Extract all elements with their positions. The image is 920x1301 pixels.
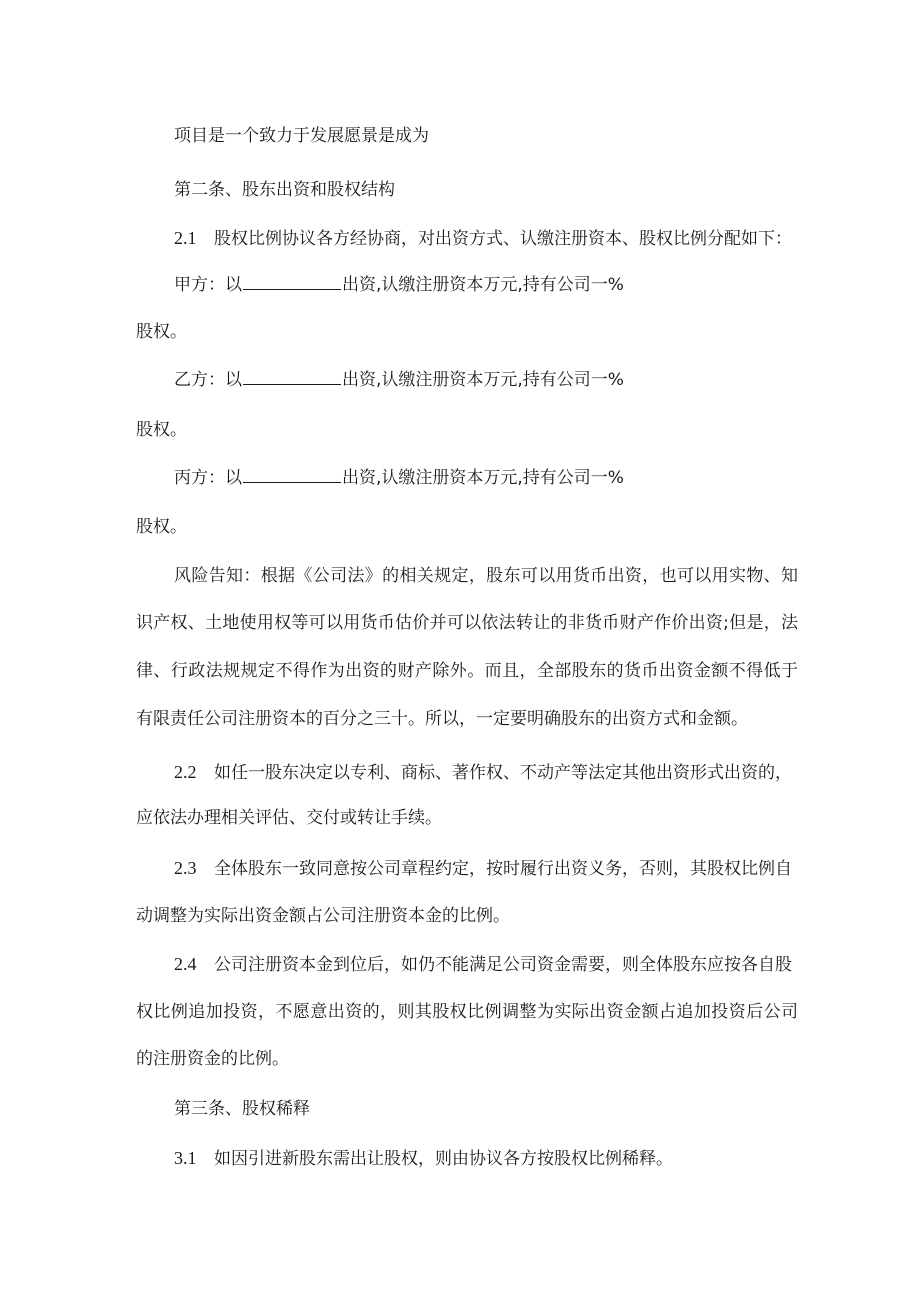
risk-notice-line-2: 识产权、土地使用权等可以用货币估价并可以依法转让的非货币财产作价出资;但是，法 <box>136 613 798 633</box>
clause-text: 如因引进新股东需出让股权，则由协议各方按股权比例稀释。 <box>214 1149 673 1169</box>
party-c-cont: 股权。 <box>136 517 187 537</box>
party-b-line <box>174 368 624 392</box>
party-b-prefix: 乙方：以 <box>174 370 242 390</box>
risk-notice-line-3: 律、行政法规规定不得作为出资的财产除外。而且，全部股东的货币出资金额不得低于 <box>136 661 798 681</box>
clause-2-2-line-1 <box>174 760 792 785</box>
clause-number: 2.3 <box>174 858 197 878</box>
clause-number: 2.2 <box>174 762 197 782</box>
risk-notice-line-1: 风险告知：根据《公司法》的相关规定，股东可以用货币出资，也可以用实物、知 <box>174 566 798 586</box>
article-2-heading: 第二条、股东出资和股权结构 <box>174 180 395 200</box>
clause-text: 公司注册资本金到位后，如仍不能满足公司资金需要，则全体股东应按各自股 <box>214 955 792 975</box>
party-a-cont: 股权。 <box>136 322 187 342</box>
clause-2-1 <box>174 226 792 251</box>
clause-2-2-line-2: 应依法办理相关评估、交付或转让手续。 <box>136 808 442 828</box>
party-c-prefix: 丙方：以 <box>174 468 242 488</box>
party-a-blank <box>243 273 341 290</box>
party-b-cont: 股权。 <box>136 420 187 440</box>
party-b-suffix: 出资,认缴注册资本万元,持有公司一% <box>342 370 624 390</box>
party-a-line <box>174 273 624 297</box>
clause-2-3-line-2: 动调整为实际出资金额占公司注册资本金的比例。 <box>136 906 510 926</box>
risk-notice-line-4: 有限责任公司注册资本的百分之三十。所以，一定要明确股东的出资方式和金额。 <box>136 709 748 729</box>
clause-2-3-line-1 <box>174 856 792 881</box>
clause-number: 3.1 <box>174 1148 197 1168</box>
clause-2-4-line-3: 的注册资金的比例。 <box>136 1049 289 1069</box>
party-a-prefix: 甲方：以 <box>174 275 242 295</box>
clause-2-4-line-1 <box>174 952 792 977</box>
party-c-suffix: 出资,认缴注册资本万元,持有公司一% <box>342 468 624 488</box>
party-a-suffix: 出资,认缴注册资本万元,持有公司一% <box>342 275 624 295</box>
article-3-heading: 第三条、股权稀释 <box>174 1099 310 1119</box>
party-c-blank <box>243 466 341 483</box>
clause-number: 2.1 <box>174 228 197 248</box>
intro-line: 项目是一个致力于发展愿景是成为 <box>174 126 429 146</box>
party-b-blank <box>243 368 341 385</box>
clause-text: 股权比例协议各方经协商，对出资方式、认缴注册资本、股权比例分配如下： <box>214 229 792 249</box>
clause-number: 2.4 <box>174 954 197 974</box>
clause-2-4-line-2: 权比例追加投资，不愿意出资的，则其股权比例调整为实际出资金额占追加投资后公司 <box>136 1002 798 1022</box>
clause-text: 如任一股东决定以专利、商标、著作权、不动产等法定其他出资形式出资的， <box>214 763 792 783</box>
clause-text: 全体股东一致同意按公司章程约定，按时履行出资义务，否则，其股权比例自 <box>214 859 792 879</box>
party-c-line <box>174 466 624 490</box>
clause-3-1 <box>174 1146 673 1171</box>
